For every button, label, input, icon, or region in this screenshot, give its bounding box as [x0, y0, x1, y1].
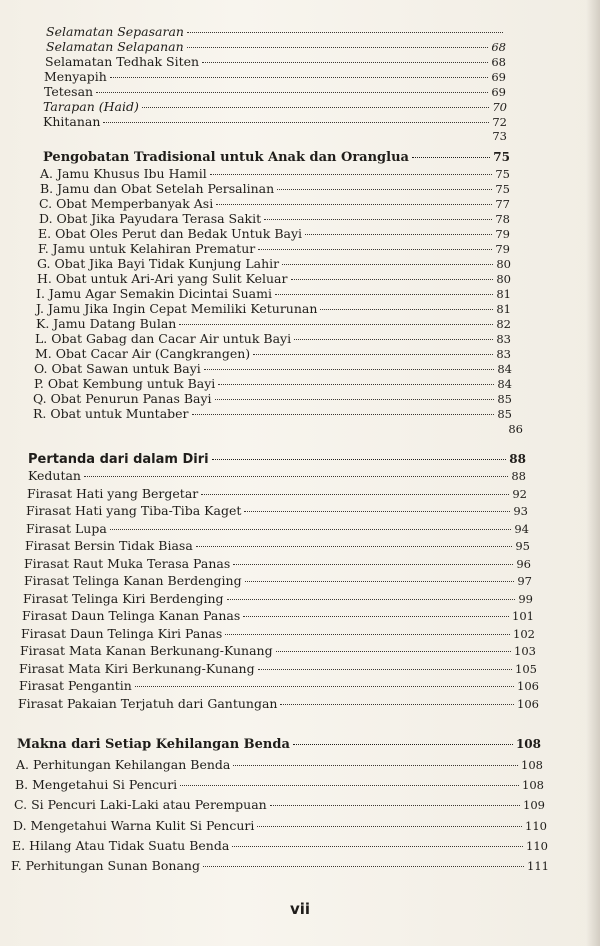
toc-entry: [35, 346, 511, 362]
toc-entry-page: 79: [495, 227, 510, 241]
toc-entry-page: 72: [492, 115, 507, 129]
toc-entry: [28, 468, 526, 484]
toc-entry-title: C. Si Pencuri Laki-Laki atau Perempuan: [14, 797, 267, 812]
toc-entry-title: Q. Obat Penurun Panas Bayi: [33, 391, 212, 406]
dot-leader: [258, 249, 492, 250]
toc-entry-page: 85: [497, 407, 512, 421]
toc-entry-title: Firasat Hati yang Bergetar: [27, 486, 199, 501]
dot-leader: [215, 399, 495, 400]
dot-leader: [216, 204, 492, 205]
toc-entry: [19, 678, 539, 694]
toc-entry-title: Firasat Telinga Kiri Berdenging: [23, 591, 224, 606]
toc-entry-title: H. Obat untuk Ari-Ari yang Sulit Keluar: [37, 271, 288, 286]
dot-leader: [196, 546, 513, 547]
toc-entry-title: L. Obat Gabag dan Cacar Air untuk Bayi: [35, 331, 292, 346]
toc-entry-page: 111: [527, 859, 549, 873]
toc-entry: [22, 608, 534, 624]
toc-entry-title: O. Obat Sawan untuk Bayi: [34, 361, 201, 376]
toc-entry: [19, 661, 537, 677]
toc-entry-page: 99: [518, 592, 533, 606]
toc-entry-title: Selamatan Selapanan: [46, 39, 184, 54]
toc-entry: [38, 226, 510, 242]
toc-entry-title: R. Obat untuk Muntaber: [33, 406, 189, 421]
toc-entry: [37, 256, 511, 272]
toc-entry: [36, 301, 511, 317]
toc-entry-page: 69: [491, 85, 506, 99]
toc-entry-title: G. Obat Jika Bayi Tidak Kunjung Lahir: [37, 256, 280, 271]
dot-leader: [233, 564, 513, 565]
dot-leader: [110, 529, 512, 530]
toc-entry-page: 86: [508, 422, 523, 436]
toc-entry: [43, 99, 507, 115]
toc-entry: [14, 797, 545, 813]
toc-entry-title: P. Obat Kembung untuk Bayi: [34, 376, 216, 391]
toc-entry-page: 83: [496, 347, 511, 361]
toc-entry-page: 97: [517, 574, 532, 588]
toc-entry-title: J. Jamu Jika Ingin Cepat Memiliki Keturunan: [36, 301, 318, 316]
dot-leader: [110, 77, 489, 78]
dot-leader: [280, 704, 514, 705]
toc-entry-title: Firasat Bersin Tidak Biasa: [25, 538, 193, 553]
toc-entry-title: Firasat Daun Telinga Kiri Panas: [21, 626, 223, 641]
toc-entry-page: 70: [492, 100, 507, 114]
toc-entry: [33, 406, 512, 422]
toc-entry-page: 101: [512, 609, 534, 623]
toc-entry: [16, 757, 543, 773]
dot-leader: [187, 47, 489, 48]
toc-entry-page: 80: [496, 257, 511, 271]
dot-leader: [203, 866, 524, 867]
toc-entry-title: Tetesan: [44, 84, 94, 99]
toc-entry-title: B. Jamu dan Obat Setelah Persalinan: [40, 181, 275, 196]
dot-leader: [96, 92, 488, 93]
toc-entry-title: E. Hilang Atau Tidak Suatu Benda: [12, 838, 230, 853]
section-title: Pertanda dari dalam Diri: [28, 452, 209, 467]
toc-entry-title: A. Perhitungan Kehilangan Benda: [16, 757, 231, 772]
toc-entry: [34, 376, 512, 392]
dot-leader: [227, 599, 516, 600]
dot-leader: [232, 846, 523, 847]
section-heading: [43, 150, 510, 165]
toc-entry: [40, 166, 510, 182]
toc-entry: [36, 286, 511, 302]
toc-entry: [24, 556, 531, 572]
dot-leader: [187, 32, 503, 33]
toc-entry: [21, 626, 535, 642]
section-page: 75: [493, 150, 510, 164]
toc-entry-title: B. Mengetahui Si Pencuri: [15, 777, 178, 792]
toc-entry-page: 78: [495, 212, 510, 226]
dot-leader: [142, 107, 490, 108]
toc-entry-title: M. Obat Cacar Air (Cangkrangen): [35, 346, 251, 361]
dot-leader: [291, 279, 494, 280]
dot-leader: [245, 581, 515, 582]
section-heading: [17, 737, 541, 752]
dot-leader: [258, 669, 512, 670]
dot-leader: [253, 354, 493, 355]
dot-leader: [201, 494, 509, 495]
toc-entry: [34, 361, 512, 377]
toc-entry-title: Firasat Mata Kanan Berkunang-Kunang: [20, 643, 273, 658]
dot-leader: [135, 686, 514, 687]
toc-entry-page: 84: [497, 377, 512, 391]
toc-entry-title: Firasat Hati yang Tiba-Tiba Kaget: [26, 503, 242, 518]
toc-entry-page: 81: [496, 302, 511, 316]
toc-entry: [45, 54, 506, 70]
toc-entry-page: 109: [523, 798, 545, 812]
dot-leader: [180, 785, 519, 786]
toc-entry-page: 105: [515, 662, 537, 676]
toc-entry: [44, 84, 506, 100]
toc-entry-page: 68: [491, 55, 506, 69]
toc-entry: [26, 521, 529, 537]
toc-entry: [36, 316, 511, 332]
dot-leader: [282, 264, 493, 265]
toc-entry-page: 88: [511, 469, 526, 483]
dot-leader: [243, 616, 509, 617]
toc-entry-page: 106: [517, 697, 539, 711]
toc-entry-page: 82: [496, 317, 511, 331]
toc-entry-page: 85: [497, 392, 512, 406]
toc-entry-title: Firasat Lupa: [26, 521, 107, 536]
dot-leader: [225, 634, 510, 635]
toc-entry-title: D. Mengetahui Warna Kulit Si Pencuri: [13, 818, 255, 833]
dot-leader: [212, 459, 507, 460]
toc-entry: [23, 591, 533, 607]
toc-entry: [18, 696, 539, 712]
dot-leader: [412, 157, 490, 158]
toc-entry-title: Selamatan Tedhak Siten: [45, 54, 200, 69]
toc-entry-title: I. Jamu Agar Semakin Dicintai Suami: [36, 286, 272, 301]
toc-entry: [27, 486, 527, 502]
section-page: 108: [515, 737, 541, 751]
toc-entry-title: Firasat Telinga Kanan Berdenging: [24, 573, 242, 588]
toc-entry: [33, 421, 523, 437]
dot-leader: [293, 744, 513, 745]
dot-leader: [320, 309, 493, 310]
toc-entry: [35, 331, 511, 347]
toc-entry-page: 95: [515, 539, 530, 553]
dot-leader: [179, 324, 493, 325]
page-edge-shadow: [586, 0, 600, 946]
toc-entry-title: E. Obat Oles Perut dan Bedak Untuk Bayi: [38, 226, 303, 241]
toc-entry-page: 110: [526, 839, 548, 853]
dot-leader: [244, 511, 510, 512]
toc-entry: [20, 643, 536, 659]
toc-entry-page: 84: [497, 362, 512, 376]
toc-entry: [24, 573, 532, 589]
toc-entry-title: Selamatan Sepasaran: [46, 24, 184, 39]
dot-leader: [277, 189, 492, 190]
dot-leader: [294, 339, 493, 340]
toc-entry: [26, 503, 528, 519]
toc-entry-page: 75: [495, 182, 510, 196]
toc-entry-title: Menyapih: [44, 69, 107, 84]
dot-leader: [264, 219, 492, 220]
section-heading: [28, 452, 526, 467]
toc-entry-title: A. Jamu Khusus Ibu Hamil: [40, 166, 207, 181]
toc-entry-page: 80: [496, 272, 511, 286]
toc-entry: [43, 128, 507, 144]
toc-entry-title: Khitanan: [43, 114, 101, 129]
page-number: vii: [289, 900, 311, 918]
toc-entry-page: 81: [496, 287, 511, 301]
toc-entry-page: 92: [512, 487, 527, 501]
toc-entry: [12, 838, 548, 854]
toc-entry-page: 68: [491, 40, 506, 54]
section-title: Pengobatan Tradisional untuk Anak dan Oranglua: [43, 150, 409, 165]
dot-leader: [305, 234, 492, 235]
toc-entry-title: Firasat Daun Telinga Kanan Panas: [22, 608, 241, 623]
toc-entry-page: 69: [491, 70, 506, 84]
toc-entry-page: 103: [514, 644, 536, 658]
toc-entry: [11, 858, 549, 874]
dot-leader: [233, 765, 518, 766]
toc-entry-page: 79: [495, 242, 510, 256]
toc-entry: [44, 69, 506, 85]
section-title: Makna dari Setiap Kehilangan Benda: [17, 737, 290, 752]
dot-leader: [257, 826, 522, 827]
toc-entry-title: F. Jamu untuk Kelahiran Prematur: [38, 241, 256, 256]
toc-entry-page: 93: [513, 504, 528, 518]
toc-entry-title: C. Obat Memperbanyak Asi: [39, 196, 214, 211]
toc-entry-title: D. Obat Jika Payudara Terasa Sakit: [39, 211, 262, 226]
dot-leader: [275, 294, 493, 295]
dot-leader: [210, 174, 493, 175]
dot-leader: [202, 62, 488, 63]
toc-entry-page: 110: [525, 819, 547, 833]
dot-leader: [218, 384, 494, 385]
toc-entry: [37, 271, 511, 287]
toc-entry: [39, 211, 510, 227]
section-page: 88: [509, 452, 526, 466]
toc-entry-title: Tarapan (Haid): [43, 99, 139, 114]
dot-leader: [276, 651, 511, 652]
toc-entry-title: Firasat Mata Kiri Berkunang-Kunang: [19, 661, 255, 676]
toc-entry-title: K. Jamu Datang Bulan: [36, 316, 177, 331]
toc-entry: [15, 777, 544, 793]
dot-leader: [270, 805, 520, 806]
toc-entry-title: Kedutan: [28, 468, 81, 483]
toc-entry-page: 108: [522, 778, 544, 792]
toc-entry: [40, 181, 510, 197]
toc-entry-page: 108: [521, 758, 543, 772]
toc-entry-title: Firasat Pakaian Terjatuh dari Gantungan: [18, 696, 278, 711]
toc-entry-page: 73: [492, 129, 507, 143]
toc-entry-title: Firasat Pengantin: [19, 678, 132, 693]
toc-entry-page: 102: [513, 627, 535, 641]
toc-entry-page: 106: [517, 679, 539, 693]
toc-entry-page: 94: [514, 522, 529, 536]
dot-leader: [103, 122, 489, 123]
toc-entry: [25, 538, 530, 554]
toc-entry: [46, 39, 506, 55]
toc-entry-title: F. Perhitungan Sunan Bonang: [11, 858, 200, 873]
toc-entry: [46, 24, 506, 40]
toc-entry-page: 75: [495, 167, 510, 181]
dot-leader: [192, 414, 495, 415]
dot-leader: [84, 476, 508, 477]
toc-entry-title: Firasat Raut Muka Terasa Panas: [24, 556, 231, 571]
toc-entry: [39, 196, 510, 212]
toc-entry-page: 96: [516, 557, 531, 571]
toc-entry: [33, 391, 512, 407]
toc-entry-page: 83: [496, 332, 511, 346]
dot-leader: [204, 369, 495, 370]
toc-entry: [13, 818, 547, 834]
toc-entry: [38, 241, 510, 257]
toc-entry-page: 77: [495, 197, 510, 211]
